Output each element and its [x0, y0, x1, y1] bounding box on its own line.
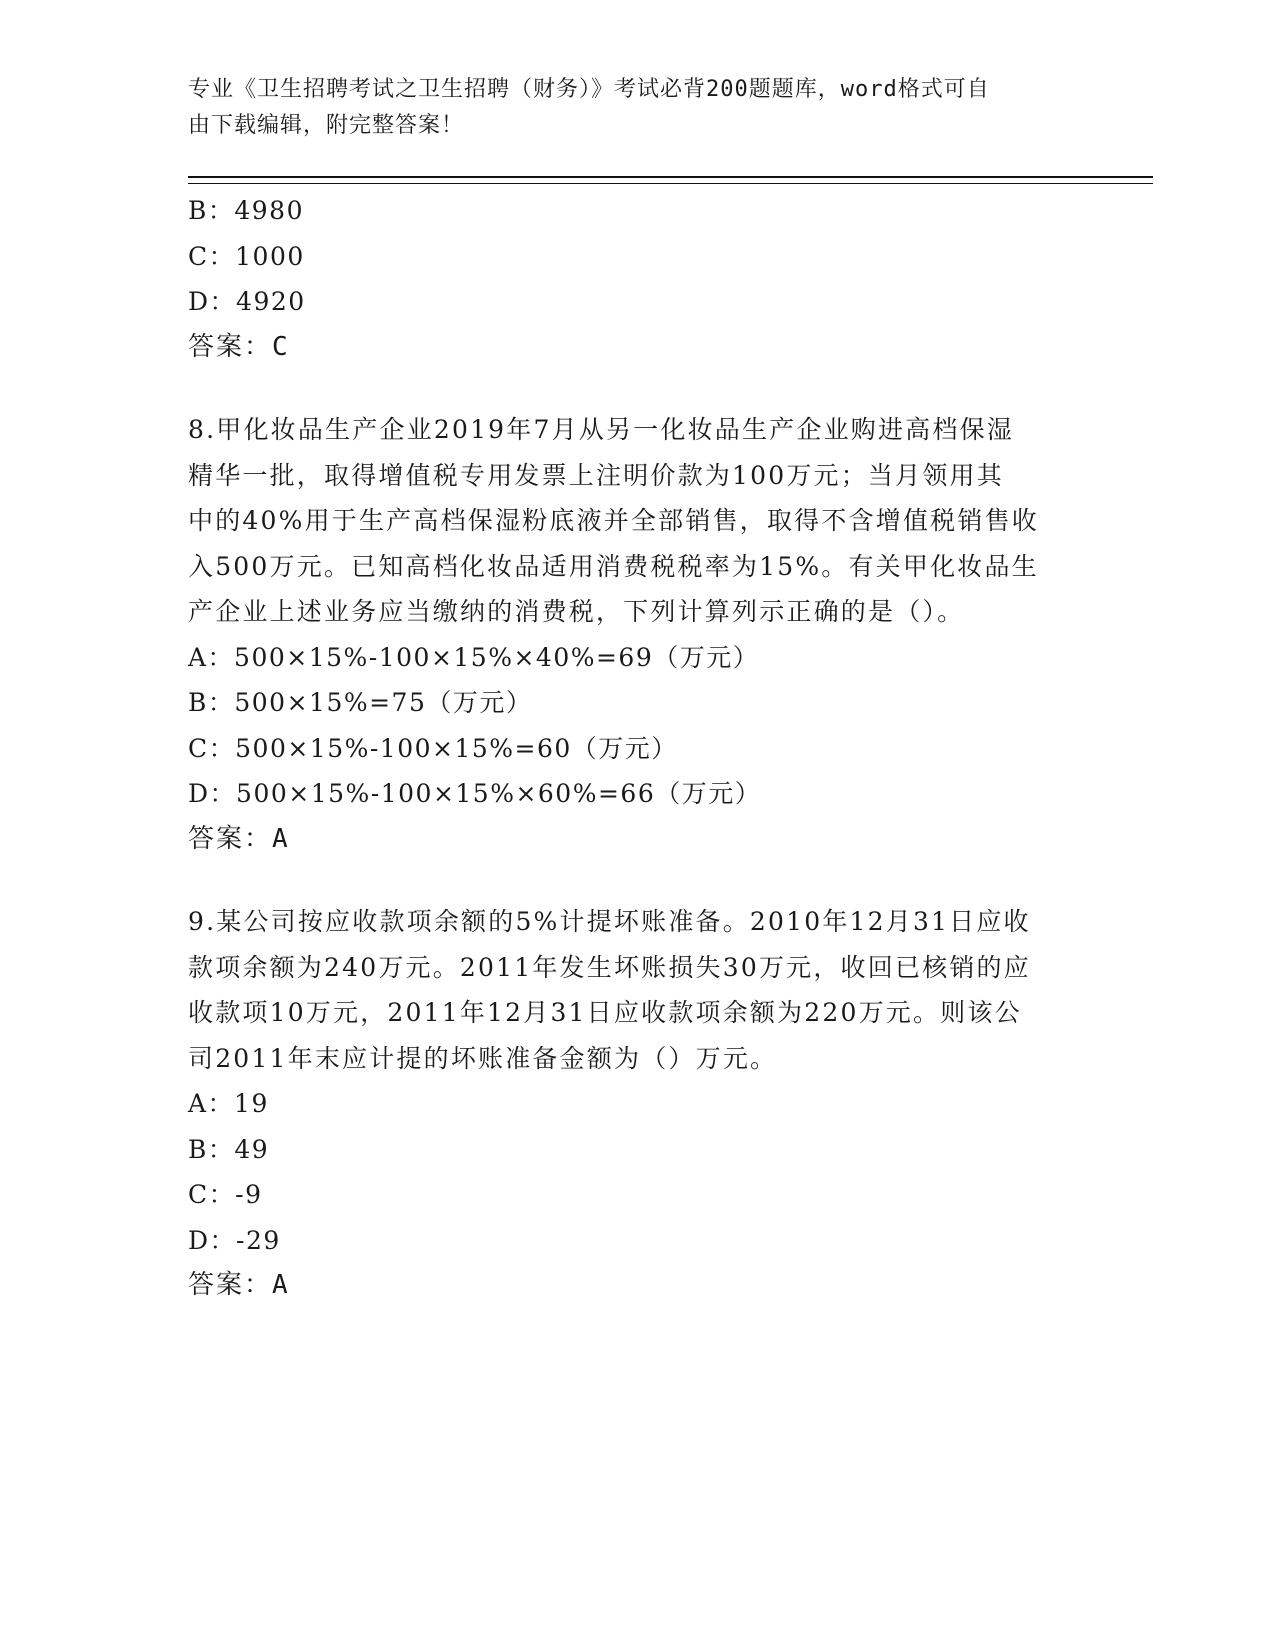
header-rule-thin: [188, 183, 1153, 184]
option-a: A：500×15%-100×15%×40%=69（万元）: [188, 642, 760, 672]
question-text: [188, 899, 1088, 1081]
header-line-2: 由下载编辑，附完整答案！: [188, 113, 465, 138]
question-8: [188, 407, 1088, 862]
question-9: [188, 899, 1088, 1309]
question-7-tail: [188, 188, 1088, 370]
option-d: D：500×15%-100×15%×60%=66（万元）: [188, 779, 762, 808]
option-c: C：500×15%-100×15%=60（万元）: [188, 733, 678, 763]
option-b: B：500×15%=75（万元）: [188, 688, 533, 717]
question-line: 司2011年末应计提的坏账准备金额为（）万元。: [188, 1043, 778, 1073]
option-a: A：19: [188, 1089, 269, 1118]
answer-value: A: [272, 1270, 288, 1300]
header-rule-thick: [188, 176, 1153, 178]
document-body: [188, 188, 1088, 1309]
question-line: 中的40%用于生产高档保湿粉底液并全部销售，取得不含增值税销售收: [188, 506, 1039, 535]
question-line: 精华一批，取得增值税专用发票上注明价款为100万元；当月领用其: [188, 460, 1004, 490]
answer-line: [188, 325, 1088, 371]
option-b: B：49: [188, 1134, 270, 1164]
question-text: [188, 407, 1088, 635]
option-c: C：1000: [188, 241, 305, 271]
question-line: 入500万元。已知高档化妆品适用消费税税率为15%。有关甲化妆品生: [188, 551, 1039, 581]
answer-value: C: [272, 331, 288, 362]
page-header: [188, 72, 1088, 144]
header-line-1: 专业《卫生招聘考试之卫生招聘（财务）》考试必背200题题库，word格式可自: [188, 77, 990, 102]
question-line: 收款项10万元，2011年12月31日应收款项余额为220万元。则该公: [188, 998, 1022, 1027]
answer-value: A: [272, 823, 288, 854]
answer-label: 答案：: [188, 1270, 273, 1300]
question-line: 产企业上述业务应当缴纳的消费税，下列计算列示正确的是（）。: [188, 597, 965, 626]
option-d: D：4920: [188, 287, 306, 316]
question-line: 款项余额为240万元。2011年发生坏账损失30万元，收回已核销的应: [188, 952, 1031, 982]
answer-line: [188, 817, 1088, 863]
answer-label: 答案：: [188, 331, 273, 362]
option-d: D：-29: [188, 1225, 281, 1255]
option-b: B：4980: [188, 196, 304, 225]
answer-label: 答案：: [188, 823, 273, 854]
question-line: 9.某公司按应收款项余额的5%计提坏账准备。2010年12月31日应收: [188, 907, 1031, 936]
answer-line: [188, 1263, 1088, 1309]
option-c: C：-9: [188, 1180, 263, 1209]
question-line: 8.甲化妆品生产企业2019年7月从另一化妆品生产企业购进高档保湿: [188, 415, 1014, 444]
